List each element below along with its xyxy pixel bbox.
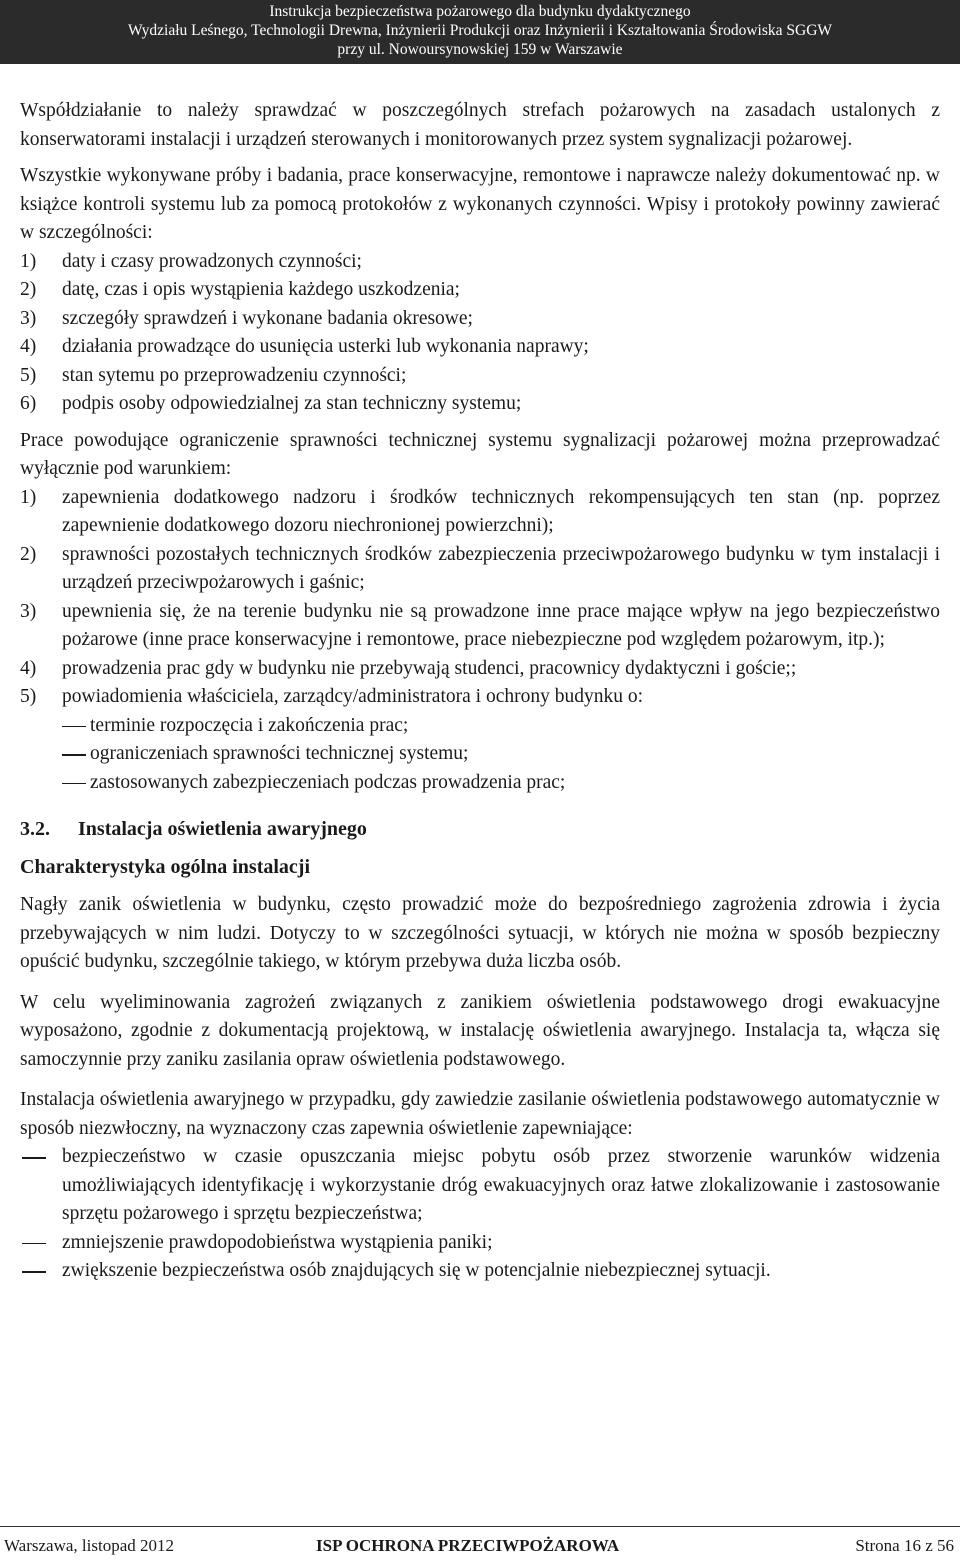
records-list (20, 248, 940, 419)
conditions-list (20, 484, 940, 712)
paragraph-elimination: W celu wyeliminowania zagrożeń związanych z zanikiem oświetlenia podstawowego drogi ewakuacyjne wyposażono, zgodnie z dokumentacją projektową, w instalację oświetlenia awaryjnego. Instalacja ta, włącza się samoczynnie przy zaniku zasilania opraw oświetlenia podstawowego. (20, 991, 940, 1070)
header-line-3: przy ul. Nowoursynowskiej 159 w Warszawie (337, 41, 623, 58)
notification-sublist (20, 712, 940, 798)
document-body (20, 97, 940, 1286)
list-item: zastosowanych zabezpieczeniach podczas prowadzenia prac; (20, 769, 940, 798)
footer-date: Warszawa, listopad 2012 (4, 1536, 174, 1555)
list-item: 4) prowadzenia prac gdy w budynku nie przebywają studenci, pracownicy dydaktyczni i goście;; (20, 657, 797, 679)
paragraph-emergency-lighting: Instalacja oświetlenia awaryjnego w przypadku, gdy zawiedzie zasilanie oświetlenia podstawowego automatycznie w sposób niezwłoczny, na wyznaczony czas zapewnia oświetlenie zapewniające: (20, 1089, 940, 1139)
paragraph-limitations: Prace powodujące ograniczenie sprawności technicznej systemu sygnalizacji pożarowej można przeprowadzać wyłącznie pod warunkiem: (20, 429, 940, 479)
document-header (0, 0, 960, 64)
header-line-1: Instrukcja bezpieczeństwa pożarowego dla budynku dydaktycznego (269, 3, 691, 20)
list-item: bezpieczeństwo w czasie opuszczania miejsc pobytu osób przez stworzenie warunków widzenia umożliwiających identyfikację i wykorzystanie dróg ewakuacyjnych oraz łatwe zlokalizowanie i zastosowanie sprzętu pożarowego i sprzętu bezpieczeństwa; (20, 1143, 940, 1229)
section-heading: 3.2. Instalacja oświetlenia awaryjnego (20, 818, 367, 840)
footer-title: ISP OCHRONA PRZECIWPOŻAROWA (316, 1536, 620, 1555)
subsection-heading: Charakterystyka ogólna instalacji (20, 856, 310, 878)
paragraph-lighting-loss: Nagły zanik oświetlenia w budynku, często prowadzić może do bezpośredniego zagrożenia zdrowia i życia przebywających w nim ludzi. Dotyczy to w szczególności sytuacji, w których nie można w sposób bezpieczny opuścić budynku, szczególnie takiego, w którym przebywa duża liczba osób. (20, 894, 940, 972)
list-item: 3) upewnienia się, że na terenie budynku nie są prowadzone inne prace mające wpływ na jego bezpieczeństwo pożarowe (inne prace konserwacyjne i remontowe, prace niebezpieczne pod względem pożarowym, itp.); (20, 600, 940, 650)
list-item: 1) daty i czasy prowadzonych czynności; (20, 250, 362, 272)
paragraph-cooperation: Współdziałanie to należy sprawdzać w poszczególnych strefach pożarowych na zasadach ustalonych z konserwatorami instalacji i urządzeń sterowanych i monitorowanych przez system sygnalizacji pożarowej. (20, 100, 940, 150)
header-line-2: Wydziału Leśnego, Technologii Drewna, Inżynierii Produkcji oraz Inżynierii i Kształtowania Środowiska SGGW (127, 22, 833, 39)
list-item: 2) sprawności pozostałych technicznych środków zabezpieczenia przeciwpożarowego budynku w tym instalacji i urządzeń przeciwpożarowych i gaśnic; (20, 543, 940, 593)
paragraph-documentation: Wszystkie wykonywane próby i badania, prace konserwacyjne, remontowe i naprawcze należy dokumentować np. w książce kontroli systemu lub za pomocą protokołów z wykonanych czynności. Wpisy i protokoły powinny zawierać w szczególności: (20, 165, 940, 243)
list-item: 1) zapewnienia dodatkowego nadzoru i środków technicznych rekompensujących ten stan (np. poprzez zapewnienie dodatkowego dozoru niechronionej powierzchni); (20, 486, 940, 536)
page-number: Strona 16 z 56 (855, 1536, 954, 1555)
footer-divider (0, 1526, 960, 1527)
list-item: terminie rozpoczęcia i zakończenia prac; (20, 712, 940, 741)
lighting-purpose-list (20, 1143, 940, 1286)
list-item: 6) podpis osoby odpowiedzialnej za stan techniczny systemu; (20, 393, 522, 414)
list-item: ograniczeniach sprawności technicznej systemu; (20, 740, 940, 769)
list-item: 2) datę, czas i opis wystąpienia każdego uszkodzenia; (20, 279, 460, 300)
list-item: 5) powiadomienia właściciela, zarządcy/administratora i ochrony budynku o: (20, 686, 644, 707)
list-item: 5) stan sytemu po przeprowadzeniu czynności; (20, 364, 407, 386)
list-item: zwiększenie bezpieczeństwa osób znajdujących się w potencjalnie niebezpiecznej sytuacji. (20, 1257, 940, 1286)
list-item: 3) szczegóły sprawdzeń i wykonane badania okresowe; (20, 307, 473, 329)
list-item: zmniejszenie prawdopodobieństwa wystąpienia paniki; (20, 1229, 940, 1258)
list-item: 4) działania prowadzące do usunięcia usterki lub wykonania naprawy; (20, 336, 589, 357)
